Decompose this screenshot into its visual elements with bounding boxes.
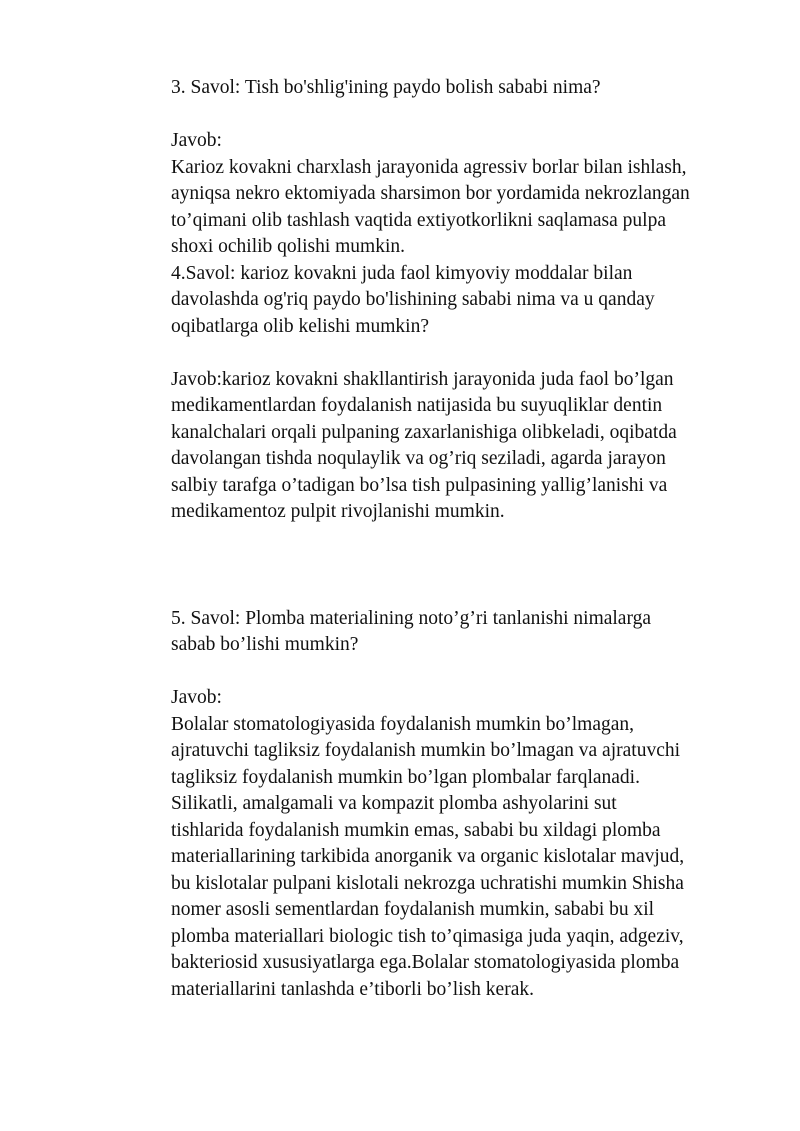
answer-3-line: to’qimani olib tashlash vaqtida extiyotkorlikni saqlamasa pulpa (171, 209, 666, 231)
answer-5-line: materiallarini tanlashda e’tiborli bo’lish kerak. (171, 978, 534, 1000)
answer-5-line: bakteriosid xususiyatlarga ega.Bolalar stomatologiyasida plomba (171, 952, 680, 973)
question-5-line: 5. Savol: Plomba materialining noto’g’ri tanlanishi nimalarga (171, 607, 652, 629)
question-4-line: 4.Savol: karioz kovakni juda faol kimyoviy moddalar bilan (171, 262, 633, 284)
answer-3-label: Javob: (171, 130, 222, 151)
answer-3-line: ayniqsa nekro ektomiyada sharsimon bor yordamida nekrozlangan (171, 183, 690, 204)
answer-4-line: Javob:karioz kovakni shakllantirish jarayonida juda faol bo’lgan (171, 368, 674, 390)
answer-5-line: Silikatli, amalgamali va kompazit plomba ashyolarini sut (171, 793, 617, 814)
answer-4-line: davolangan tishda noqulaylik va og’riq seziladi, agarda jarayon (171, 448, 666, 469)
answer-4-line: medikamentoz pulpit rivojlanishi mumkin. (171, 501, 505, 522)
answer-4-line: kanalchalari orqali pulpaning zaxarlanishiga olibkeladi, oqibatda (171, 421, 677, 443)
answer-5-line: tagliksiz foydalanish mumkin bo’lgan plombalar farqlanadi. (171, 766, 640, 788)
answer-5-line: Bolalar stomatologiyasida foydalanish mumkin bo’lmagan, (171, 713, 635, 735)
answer-5-line: materiallarining tarkibida anorganik va organic kislotalar mavjud, (171, 846, 685, 867)
answer-5-line: plomba materiallari biologic tish to’qimasiga juda yaqin, adgeziv, (171, 925, 684, 947)
answer-5-line: bu kislotalar pulpani kislotali nekrozga uchratishi mumkin Shisha (171, 872, 684, 894)
answer-4-line: medikamentlardan foydalanish natijasida bu suyuqliklar dentin (171, 395, 663, 416)
question-3: 3. Savol: Tish bo'shlig'ining paydo bolish sababi nima? (171, 77, 601, 98)
answer-5-line: ajratuvchi tagliksiz foydalanish mumkin bo’lmagan va ajratuvchi (171, 740, 681, 761)
question-4-line: davolashda og'riq paydo bo'lishining sababi nima va u qanday (171, 289, 655, 310)
question-5-line: sabab bo’lishi mumkin? (171, 634, 359, 655)
question-4-line: oqibatlarga olib kelishi mumkin? (171, 315, 429, 337)
spacer (171, 340, 761, 367)
answer-5-line: nomer asosli sementlardan foydalanish mumkin, sababi bu xil (171, 899, 655, 920)
document-body (171, 75, 761, 1003)
spacer (171, 659, 761, 686)
answer-4-line: salbiy tarafga o’tadigan bo’lsa tish pulpasining yallig’lanishi va (171, 474, 668, 496)
answer-3-line: shoxi ochilib qolishi mumkin. (171, 236, 406, 257)
spacer (171, 102, 761, 129)
answer-5-label: Javob: (171, 687, 222, 708)
answer-3-line: Karioz kovakni charxlash jarayonida agressiv borlar bilan ishlash, (171, 156, 687, 178)
answer-5-line: tishlarida foydalanish mumkin emas, sababi bu xildagi plomba (171, 819, 661, 841)
spacer (171, 526, 761, 606)
